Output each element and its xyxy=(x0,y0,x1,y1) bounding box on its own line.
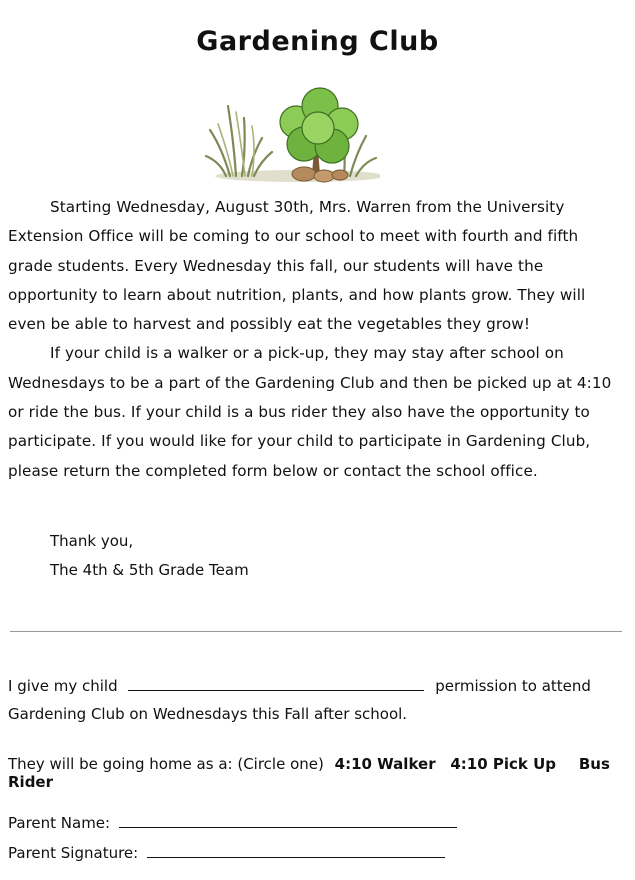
signoff xyxy=(50,527,249,585)
parent-signature-line xyxy=(8,843,628,862)
going-home-line xyxy=(8,755,628,791)
permission-line xyxy=(8,676,628,695)
option-pick-up[interactable]: 4:10 Pick Up xyxy=(450,755,557,773)
parent-name-line xyxy=(8,813,628,832)
parent-name-label: Parent Name: xyxy=(8,814,111,832)
parent-signature-label: Parent Signature: xyxy=(8,844,139,862)
option-bus-rider[interactable]: Bus Rider xyxy=(8,755,610,791)
paragraph-2: If your child is a walker or a pick-up, they may stay after school on Wednesdays to be a part of the Gardening Club and then be picked up at 4:10 or ride the bus. If your child is a bus rider they also have the opportunity to participate. If you would like for your child to participate in Gardening Club, please return the completed form below or contact the school office. xyxy=(8,344,612,480)
signature: The 4th & 5th Grade Team xyxy=(50,561,249,579)
parent-signature-field[interactable] xyxy=(147,843,445,858)
cut-line-divider xyxy=(10,631,622,632)
permission-prefix: I give my child xyxy=(8,677,118,695)
permission-suffix: permission to attend xyxy=(435,677,591,695)
garden-plants-icon xyxy=(200,78,380,188)
permission-line-2: Gardening Club on Wednesdays this Fall after school. xyxy=(8,705,408,723)
option-walker[interactable]: 4:10 Walker xyxy=(334,755,436,773)
going-home-prefix: They will be going home as a: (Circle one) xyxy=(8,755,324,773)
closing: Thank you, xyxy=(50,532,134,550)
paragraph-1: Starting Wednesday, August 30th, Mrs. Warren from the University Extension Office will be coming to our school to meet with fourth and fifth grade students. Every Wednesday this fall, our students will have the opportunity to learn about nutrition, plants, and how plants grow. They will even be able to harvest and possibly eat the vegetables they grow! xyxy=(8,198,586,334)
child-name-field[interactable] xyxy=(128,676,424,691)
page-title: Gardening Club xyxy=(196,26,439,57)
parent-name-field[interactable] xyxy=(119,813,457,828)
letter-body xyxy=(8,193,626,486)
